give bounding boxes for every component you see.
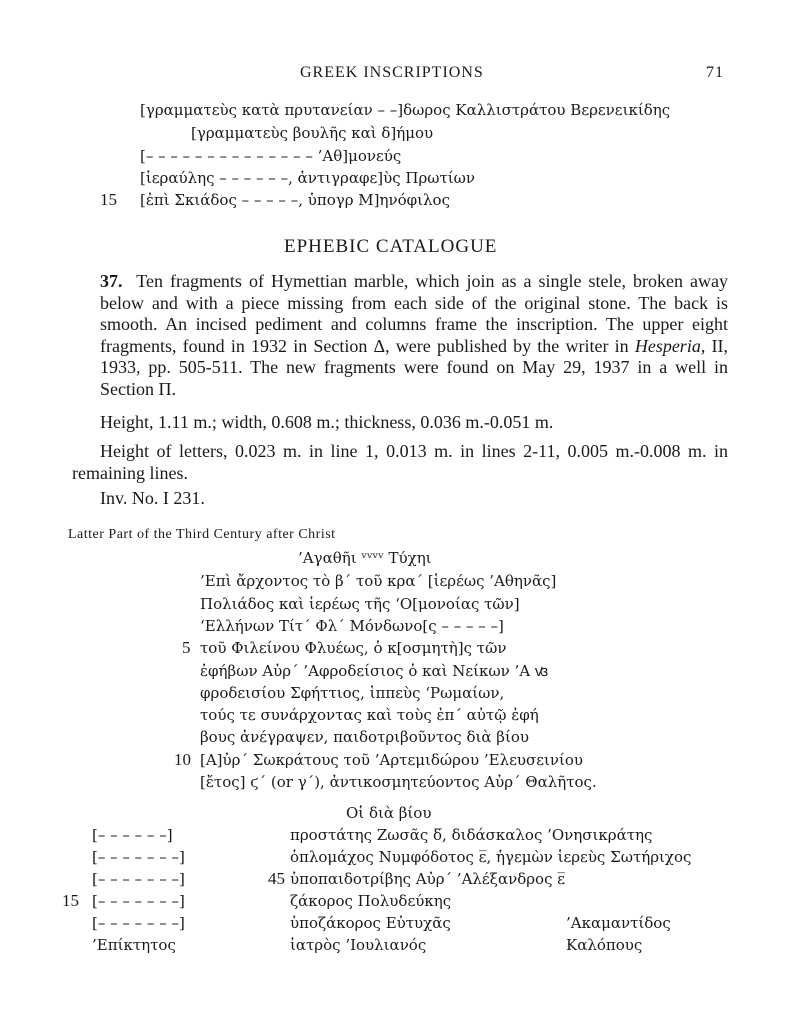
- line-number: 5: [182, 638, 191, 657]
- top-line: [ἱεραύλης – – – – – –, ἀντιγραφε]ὺς Πρωτίων: [140, 169, 476, 187]
- left-entry: [– – – – – – –]: [92, 892, 185, 910]
- mid-entry: ὑποζάκορος Εὐτυχᾶς: [290, 914, 451, 932]
- letter-heights: Height of letters, 0.023 m. in line 1, 0.013 m. in lines 2-11, 0.005 m.-0.008 m. in remaining lines.: [72, 441, 728, 483]
- top-line: [– – – – – – – – – – – – – – ’Αθ]μονεύς: [140, 147, 402, 165]
- journal-title: Hesperia: [634, 335, 701, 356]
- inscription-line: τούς τε συνάρχοντας καὶ τοὺς ἐπ΄ αὐτῷ ἐφή: [200, 706, 539, 724]
- entry-description: [100, 271, 728, 400]
- entry-number: 37.: [100, 271, 123, 291]
- mid-entry: ὑποπαιδοτρίβης Αὐρ΄ ’Αλέξανδρος ε̅: [290, 870, 566, 888]
- left-entry: [– – – – – –]: [92, 826, 173, 844]
- inscription-line-1: ’Αγαθῆι ᵛᵛᵛᵛ Τύχηι: [298, 549, 432, 567]
- line-number: 10: [174, 750, 191, 769]
- line-number: 15: [62, 891, 79, 910]
- inventory-number: Inv. No. I 231.: [100, 488, 205, 508]
- entry-text-b: , II, 1933, pp. 505-511. The new fragments were found on May 29, 1937 in a well in Section Π.: [100, 335, 728, 399]
- left-entry: [– – – – – – –]: [92, 870, 185, 888]
- running-title: GREEK INSCRIPTIONS: [300, 64, 484, 81]
- left-entry: [– – – – – – –]: [92, 848, 185, 866]
- inscription-line: [ἔτος] ϛ΄ (or γ΄), ἀντικοσμητεύοντος Αὐρ΄ Θαλῆτος.: [200, 773, 597, 791]
- left-entry: [– – – – – – –]: [92, 914, 185, 932]
- inscription-line: ‘Ελλήνων Τίτ΄ Φλ΄ Μόνδωνο[ς – – – – –]: [200, 617, 504, 635]
- dimensions: Height, 1.11 m.; width, 0.608 m.; thickness, 0.036 m.-0.051 m.: [100, 412, 554, 432]
- mid-entry: ἰατρὸς ’Ιουλιανός: [290, 936, 427, 954]
- mid-entry: προστάτης Ζωσᾶς δ̅, διδάσκαλος ’Ονησικράτης: [290, 826, 653, 844]
- left-entry: ’Επίκτητος: [92, 936, 176, 954]
- inscription-line: ’Επὶ ἄρχοντος τὸ β΄ τοῦ κρα΄ [ἱερέως ’Αθηνᾶς]: [200, 572, 557, 590]
- top-line: [ἐπὶ Σκιάδος – – – – –, ὑπογρ Μ]ηνόφιλος: [140, 191, 450, 209]
- section-title: EPHEBIC CATALOGUE: [284, 236, 498, 257]
- inscription-line: τοῦ Φιλείνου Φλυέως, ὁ κ[οσμητὴ]ς τῶν: [200, 639, 507, 657]
- inscription-line: βους ἀνέγραψεν, παιδοτριβοῦντος διὰ βίου: [200, 728, 529, 746]
- inscription-line: ἐφήβων Αὐρ΄ ’Αφροδείσιος ὁ καὶ Νείκων ’Α ꟃ: [200, 662, 549, 680]
- date-line: Latter Part of the Third Century after Christ: [68, 527, 336, 542]
- inscription-line: [Α]ὐρ΄ Σωκράτους τοῦ ’Αρτεμιδώρου ’Ελευσεινίου: [200, 751, 584, 769]
- line-number: 15: [100, 190, 117, 209]
- mid-entry: ὁπλομάχος Νυμφόδοτος ε̅, ἡγεμὼν ἱερεὺς Σωτήριχος: [290, 848, 692, 866]
- right-entry: Καλόπους: [566, 936, 643, 954]
- line-number: 45: [268, 869, 285, 888]
- mid-entry: ζάκορος Πολυδεύκης: [290, 892, 452, 910]
- page-number: 71: [706, 64, 724, 81]
- top-line: [γραμματεὺς κατὰ πρυτανείαν – –]δωρος Καλλιστράτου Βερενεικίδης: [140, 101, 671, 119]
- top-line: [γραμματεὺς βουλῆς καὶ δ]ήμου: [191, 124, 434, 142]
- inscription-line: φροδεισίου Σφήττιος, ἱππεὺς ‘Ρωμαίων,: [200, 684, 505, 702]
- entry-text-a: Ten fragments of Hymettian marble, which join as a single stele, broken away below and with a piece missing from each side of the original stone. The back is smooth. An incised pediment and columns frame the inscription. The upper eight fragments, found in 1932 in Section Δ, were published by the writer in: [100, 271, 728, 356]
- right-entry: ’Ακαμαντίδος: [566, 914, 671, 932]
- inscription-line: Πολιάδος καὶ ἱερέως τῆς ‘Ο[μονοίας τῶν]: [200, 595, 520, 613]
- list-heading: Οἱ διὰ βίου: [346, 804, 432, 822]
